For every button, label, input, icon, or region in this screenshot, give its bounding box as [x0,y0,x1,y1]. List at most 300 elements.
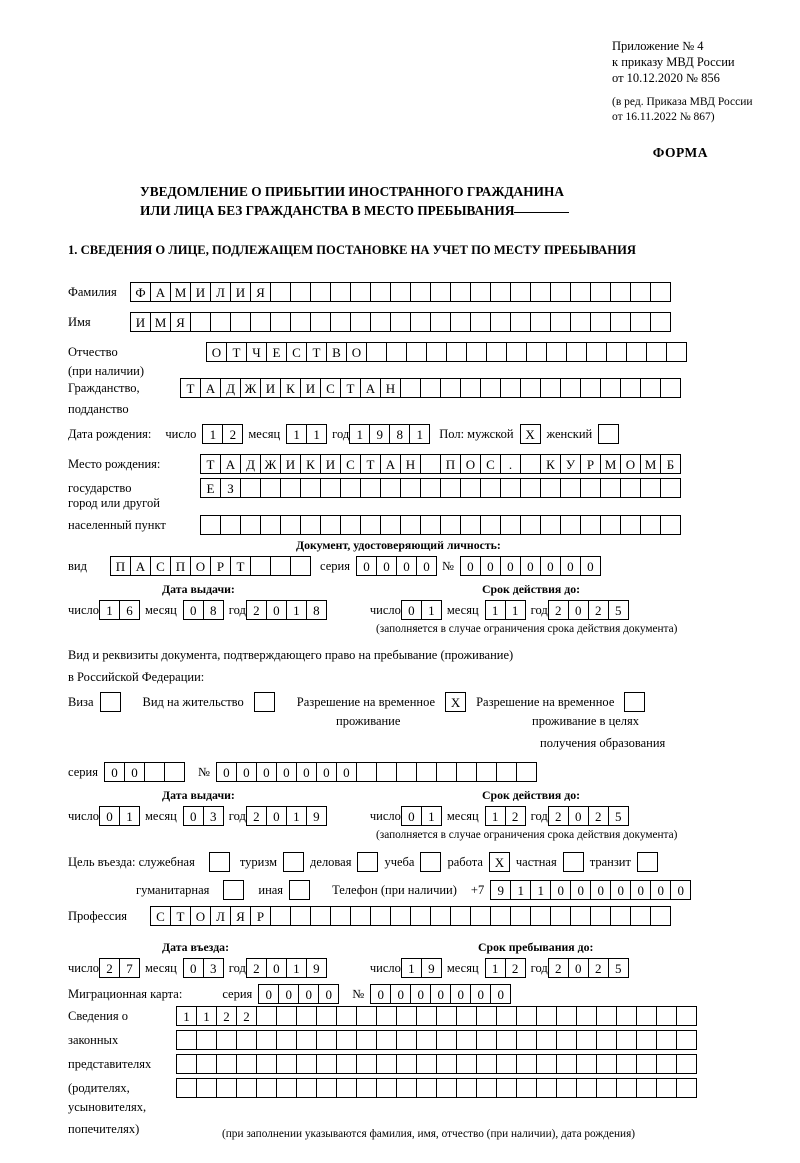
char-cell[interactable] [400,515,421,535]
char-cell[interactable] [196,1054,217,1074]
purpose-transit-checkbox[interactable] [637,852,658,872]
char-cell[interactable] [536,1006,557,1026]
purpose-private-checkbox[interactable] [563,852,584,872]
permit-issue-year-input[interactable] [246,806,326,826]
char-cell[interactable]: Р [210,556,231,576]
char-cell[interactable]: 2 [588,600,609,620]
char-cell[interactable] [676,1078,697,1098]
char-cell[interactable] [300,515,321,535]
char-cell[interactable] [356,1006,377,1026]
char-cell[interactable] [556,1054,577,1074]
char-cell[interactable] [646,342,667,362]
char-cell[interactable]: Е [266,342,287,362]
char-cell[interactable]: 9 [369,424,390,444]
char-cell[interactable] [610,906,631,926]
char-cell[interactable]: 0 [183,600,204,620]
char-cell[interactable] [610,282,631,302]
char-cell[interactable] [296,1054,317,1074]
char-cell[interactable] [556,1078,577,1098]
char-cell[interactable] [660,478,681,498]
char-cell[interactable]: М [170,282,191,302]
char-cell[interactable]: 0 [570,880,591,900]
char-cell[interactable]: Д [220,378,241,398]
char-cell[interactable] [144,762,165,782]
char-cell[interactable] [356,1078,377,1098]
char-cell[interactable] [530,312,551,332]
char-cell[interactable]: К [540,454,561,474]
char-cell[interactable]: 9 [306,958,327,978]
char-cell[interactable]: 0 [336,762,357,782]
char-cell[interactable]: 0 [266,806,287,826]
char-cell[interactable] [276,1030,297,1050]
char-cell[interactable] [216,1078,237,1098]
char-cell[interactable]: 0 [520,556,541,576]
surname-input[interactable] [130,282,670,302]
char-cell[interactable]: Т [170,906,191,926]
char-cell[interactable] [410,282,431,302]
char-cell[interactable]: 0 [258,984,279,1004]
char-cell[interactable] [366,342,387,362]
char-cell[interactable] [656,1006,677,1026]
permit-valid-month-input[interactable] [485,806,525,826]
char-cell[interactable]: И [280,454,301,474]
char-cell[interactable] [456,1054,477,1074]
residence-permit-checkbox[interactable] [254,692,275,712]
char-cell[interactable] [310,312,331,332]
char-cell[interactable]: И [320,454,341,474]
char-cell[interactable] [216,1054,237,1074]
char-cell[interactable] [270,906,291,926]
char-cell[interactable] [490,282,511,302]
char-cell[interactable] [520,515,541,535]
char-cell[interactable] [320,515,341,535]
char-cell[interactable]: 1 [306,424,327,444]
char-cell[interactable] [496,1006,517,1026]
purpose-work-checkbox[interactable]: Х [489,852,510,872]
legal-rep-input-line-4[interactable] [176,1078,696,1098]
char-cell[interactable]: Т [306,342,327,362]
char-cell[interactable] [476,762,497,782]
char-cell[interactable]: 6 [119,600,140,620]
char-cell[interactable] [396,1006,417,1026]
char-cell[interactable]: 2 [548,958,569,978]
char-cell[interactable]: 1 [286,806,307,826]
char-cell[interactable] [276,1078,297,1098]
char-cell[interactable] [636,1078,657,1098]
char-cell[interactable] [490,312,511,332]
doc-issue-year-input[interactable] [246,600,326,620]
char-cell[interactable]: 1 [510,880,531,900]
char-cell[interactable] [400,378,421,398]
char-cell[interactable] [556,1030,577,1050]
char-cell[interactable]: 0 [216,762,237,782]
char-cell[interactable] [296,1078,317,1098]
char-cell[interactable]: 0 [580,556,601,576]
char-cell[interactable] [426,342,447,362]
char-cell[interactable]: О [346,342,367,362]
char-cell[interactable] [300,478,321,498]
char-cell[interactable] [460,378,481,398]
char-cell[interactable] [546,342,567,362]
permit-valid-year-input[interactable] [548,806,628,826]
char-cell[interactable] [536,1078,557,1098]
char-cell[interactable] [676,1054,697,1074]
char-cell[interactable]: 0 [500,556,521,576]
birthplace-input-line-1[interactable] [200,454,680,474]
char-cell[interactable]: 0 [183,958,204,978]
char-cell[interactable] [336,1054,357,1074]
stay-year-input[interactable] [548,958,628,978]
char-cell[interactable] [356,1030,377,1050]
char-cell[interactable]: 0 [99,806,120,826]
char-cell[interactable] [430,906,451,926]
char-cell[interactable] [280,478,301,498]
char-cell[interactable] [360,515,381,535]
char-cell[interactable]: Н [400,454,421,474]
char-cell[interactable] [600,515,621,535]
char-cell[interactable] [290,906,311,926]
char-cell[interactable]: О [460,454,481,474]
char-cell[interactable] [496,1078,517,1098]
char-cell[interactable]: 0 [390,984,411,1004]
char-cell[interactable] [596,1006,617,1026]
birth-day-input[interactable] [202,424,242,444]
char-cell[interactable] [586,342,607,362]
char-cell[interactable]: 0 [298,984,319,1004]
char-cell[interactable]: 2 [236,1006,257,1026]
char-cell[interactable] [636,1006,657,1026]
char-cell[interactable] [430,282,451,302]
char-cell[interactable]: С [286,342,307,362]
char-cell[interactable] [316,1054,337,1074]
char-cell[interactable]: И [130,312,151,332]
char-cell[interactable] [606,342,627,362]
char-cell[interactable]: 2 [548,806,569,826]
doc-issue-month-input[interactable] [183,600,223,620]
char-cell[interactable] [506,342,527,362]
stay-month-input[interactable] [485,958,525,978]
char-cell[interactable]: И [300,378,321,398]
char-cell[interactable]: А [360,378,381,398]
char-cell[interactable] [396,1054,417,1074]
char-cell[interactable] [616,1054,637,1074]
char-cell[interactable] [636,1030,657,1050]
char-cell[interactable] [456,762,477,782]
purpose-other-checkbox[interactable] [289,880,310,900]
char-cell[interactable] [520,454,541,474]
char-cell[interactable]: 9 [306,806,327,826]
char-cell[interactable]: Ф [130,282,151,302]
char-cell[interactable] [560,515,581,535]
char-cell[interactable] [356,762,377,782]
char-cell[interactable]: А [130,556,151,576]
char-cell[interactable] [446,342,467,362]
char-cell[interactable]: 0 [490,984,511,1004]
char-cell[interactable] [536,1054,557,1074]
char-cell[interactable] [260,478,281,498]
char-cell[interactable]: 5 [608,958,629,978]
entry-month-input[interactable] [183,958,223,978]
char-cell[interactable] [420,454,441,474]
char-cell[interactable] [340,515,361,535]
char-cell[interactable] [316,1030,337,1050]
char-cell[interactable]: 0 [550,880,571,900]
char-cell[interactable] [596,1078,617,1098]
char-cell[interactable]: 0 [278,984,299,1004]
char-cell[interactable] [256,1006,277,1026]
char-cell[interactable] [390,906,411,926]
char-cell[interactable] [620,478,641,498]
char-cell[interactable] [616,1006,637,1026]
char-cell[interactable] [516,762,537,782]
char-cell[interactable] [190,312,211,332]
name-input[interactable] [130,312,670,332]
char-cell[interactable]: П [110,556,131,576]
permit-valid-day-input[interactable] [401,806,441,826]
char-cell[interactable] [436,1006,457,1026]
char-cell[interactable] [236,1030,257,1050]
purpose-tourism-checkbox[interactable] [283,852,304,872]
doc-series-input[interactable] [356,556,436,576]
char-cell[interactable] [210,312,231,332]
char-cell[interactable]: 1 [349,424,370,444]
char-cell[interactable]: 0 [401,806,422,826]
char-cell[interactable] [420,478,441,498]
char-cell[interactable] [396,762,417,782]
char-cell[interactable] [620,378,641,398]
char-cell[interactable]: 0 [630,880,651,900]
migration-series-input[interactable] [258,984,338,1004]
char-cell[interactable]: Л [210,906,231,926]
char-cell[interactable] [580,478,601,498]
char-cell[interactable]: П [440,454,461,474]
char-cell[interactable]: 0 [276,762,297,782]
char-cell[interactable] [316,1078,337,1098]
char-cell[interactable] [616,1030,637,1050]
char-cell[interactable] [406,342,427,362]
char-cell[interactable] [230,312,251,332]
sex-female-checkbox[interactable] [598,424,619,444]
char-cell[interactable] [640,515,661,535]
char-cell[interactable]: . [500,454,521,474]
char-cell[interactable] [456,1078,477,1098]
char-cell[interactable] [420,515,441,535]
char-cell[interactable]: 0 [124,762,145,782]
char-cell[interactable] [290,282,311,302]
char-cell[interactable]: А [150,282,171,302]
char-cell[interactable]: Ж [260,454,281,474]
char-cell[interactable]: 0 [460,556,481,576]
doc-kind-input[interactable] [110,556,310,576]
char-cell[interactable]: Я [230,906,251,926]
char-cell[interactable] [640,378,661,398]
char-cell[interactable] [656,1078,677,1098]
char-cell[interactable]: К [300,454,321,474]
birth-month-input[interactable] [286,424,326,444]
char-cell[interactable] [350,312,371,332]
char-cell[interactable] [270,312,291,332]
char-cell[interactable]: 1 [505,600,526,620]
char-cell[interactable] [416,762,437,782]
permit-issue-day-input[interactable] [99,806,139,826]
char-cell[interactable]: Ч [246,342,267,362]
entry-day-input[interactable] [99,958,139,978]
char-cell[interactable] [296,1006,317,1026]
char-cell[interactable] [420,378,441,398]
char-cell[interactable]: 0 [318,984,339,1004]
char-cell[interactable] [666,342,687,362]
char-cell[interactable]: 8 [203,600,224,620]
purpose-humanitarian-checkbox[interactable] [223,880,244,900]
char-cell[interactable]: 1 [176,1006,197,1026]
doc-issue-day-input[interactable] [99,600,139,620]
char-cell[interactable]: 0 [650,880,671,900]
char-cell[interactable] [470,282,491,302]
char-cell[interactable] [600,378,621,398]
char-cell[interactable] [220,515,241,535]
char-cell[interactable] [650,906,671,926]
char-cell[interactable] [550,906,571,926]
char-cell[interactable] [350,282,371,302]
char-cell[interactable] [376,1030,397,1050]
char-cell[interactable]: 0 [296,762,317,782]
char-cell[interactable]: 1 [485,958,506,978]
char-cell[interactable] [580,515,601,535]
char-cell[interactable] [510,906,531,926]
char-cell[interactable]: 5 [608,806,629,826]
char-cell[interactable] [496,1054,517,1074]
legal-rep-input-line-2[interactable] [176,1030,696,1050]
char-cell[interactable] [236,1078,257,1098]
char-cell[interactable] [430,312,451,332]
char-cell[interactable] [440,478,461,498]
char-cell[interactable] [576,1054,597,1074]
char-cell[interactable] [550,312,571,332]
char-cell[interactable] [576,1030,597,1050]
char-cell[interactable] [656,1054,677,1074]
char-cell[interactable] [476,1006,497,1026]
char-cell[interactable]: 1 [99,600,120,620]
char-cell[interactable]: Д [240,454,261,474]
char-cell[interactable]: О [206,342,227,362]
char-cell[interactable] [466,342,487,362]
char-cell[interactable]: 1 [421,600,442,620]
char-cell[interactable] [320,478,341,498]
char-cell[interactable] [460,478,481,498]
char-cell[interactable] [340,478,361,498]
char-cell[interactable]: 0 [376,556,397,576]
char-cell[interactable] [310,282,331,302]
char-cell[interactable] [416,1006,437,1026]
char-cell[interactable] [236,1054,257,1074]
char-cell[interactable] [216,1030,237,1050]
birth-year-input[interactable] [349,424,429,444]
temp-residence-checkbox[interactable]: Х [445,692,466,712]
char-cell[interactable]: 9 [421,958,442,978]
char-cell[interactable] [380,478,401,498]
char-cell[interactable]: 0 [396,556,417,576]
char-cell[interactable] [380,515,401,535]
char-cell[interactable]: 1 [196,1006,217,1026]
char-cell[interactable]: 0 [568,600,589,620]
char-cell[interactable] [296,1030,317,1050]
char-cell[interactable] [470,906,491,926]
char-cell[interactable] [576,1006,597,1026]
char-cell[interactable]: А [380,454,401,474]
char-cell[interactable] [536,1030,557,1050]
char-cell[interactable] [376,762,397,782]
patronymic-input[interactable] [206,342,686,362]
char-cell[interactable] [330,906,351,926]
char-cell[interactable] [396,1030,417,1050]
char-cell[interactable] [250,312,271,332]
char-cell[interactable] [630,282,651,302]
char-cell[interactable] [496,1030,517,1050]
char-cell[interactable] [480,515,501,535]
char-cell[interactable] [476,1054,497,1074]
doc-valid-day-input[interactable] [401,600,441,620]
char-cell[interactable]: 0 [236,762,257,782]
char-cell[interactable] [440,378,461,398]
char-cell[interactable] [580,378,601,398]
char-cell[interactable]: 8 [389,424,410,444]
char-cell[interactable] [576,1078,597,1098]
char-cell[interactable] [270,556,291,576]
char-cell[interactable] [560,478,581,498]
char-cell[interactable] [620,515,641,535]
char-cell[interactable]: 0 [316,762,337,782]
char-cell[interactable] [416,1054,437,1074]
char-cell[interactable]: 0 [450,984,471,1004]
char-cell[interactable]: 2 [548,600,569,620]
char-cell[interactable]: В [326,342,347,362]
char-cell[interactable] [640,478,661,498]
char-cell[interactable]: 2 [246,806,267,826]
purpose-business-checkbox[interactable] [357,852,378,872]
char-cell[interactable]: С [150,906,171,926]
permit-issue-month-input[interactable] [183,806,223,826]
char-cell[interactable] [450,906,471,926]
char-cell[interactable] [240,478,261,498]
char-cell[interactable] [196,1030,217,1050]
char-cell[interactable] [650,282,671,302]
char-cell[interactable] [336,1030,357,1050]
char-cell[interactable]: М [150,312,171,332]
doc-number-input[interactable] [460,556,600,576]
char-cell[interactable] [500,478,521,498]
char-cell[interactable]: А [200,378,221,398]
char-cell[interactable] [256,1078,277,1098]
char-cell[interactable]: 1 [421,806,442,826]
char-cell[interactable] [550,282,571,302]
char-cell[interactable]: Л [210,282,231,302]
stay-day-input[interactable] [401,958,441,978]
char-cell[interactable] [660,515,681,535]
char-cell[interactable] [660,378,681,398]
sex-male-checkbox[interactable]: Х [520,424,541,444]
char-cell[interactable]: Т [226,342,247,362]
char-cell[interactable] [376,1078,397,1098]
char-cell[interactable]: 1 [485,806,506,826]
char-cell[interactable] [176,1078,197,1098]
char-cell[interactable] [410,906,431,926]
char-cell[interactable]: 2 [505,806,526,826]
char-cell[interactable] [390,282,411,302]
char-cell[interactable]: 2 [246,600,267,620]
char-cell[interactable] [596,1030,617,1050]
char-cell[interactable] [610,312,631,332]
char-cell[interactable]: 0 [266,958,287,978]
